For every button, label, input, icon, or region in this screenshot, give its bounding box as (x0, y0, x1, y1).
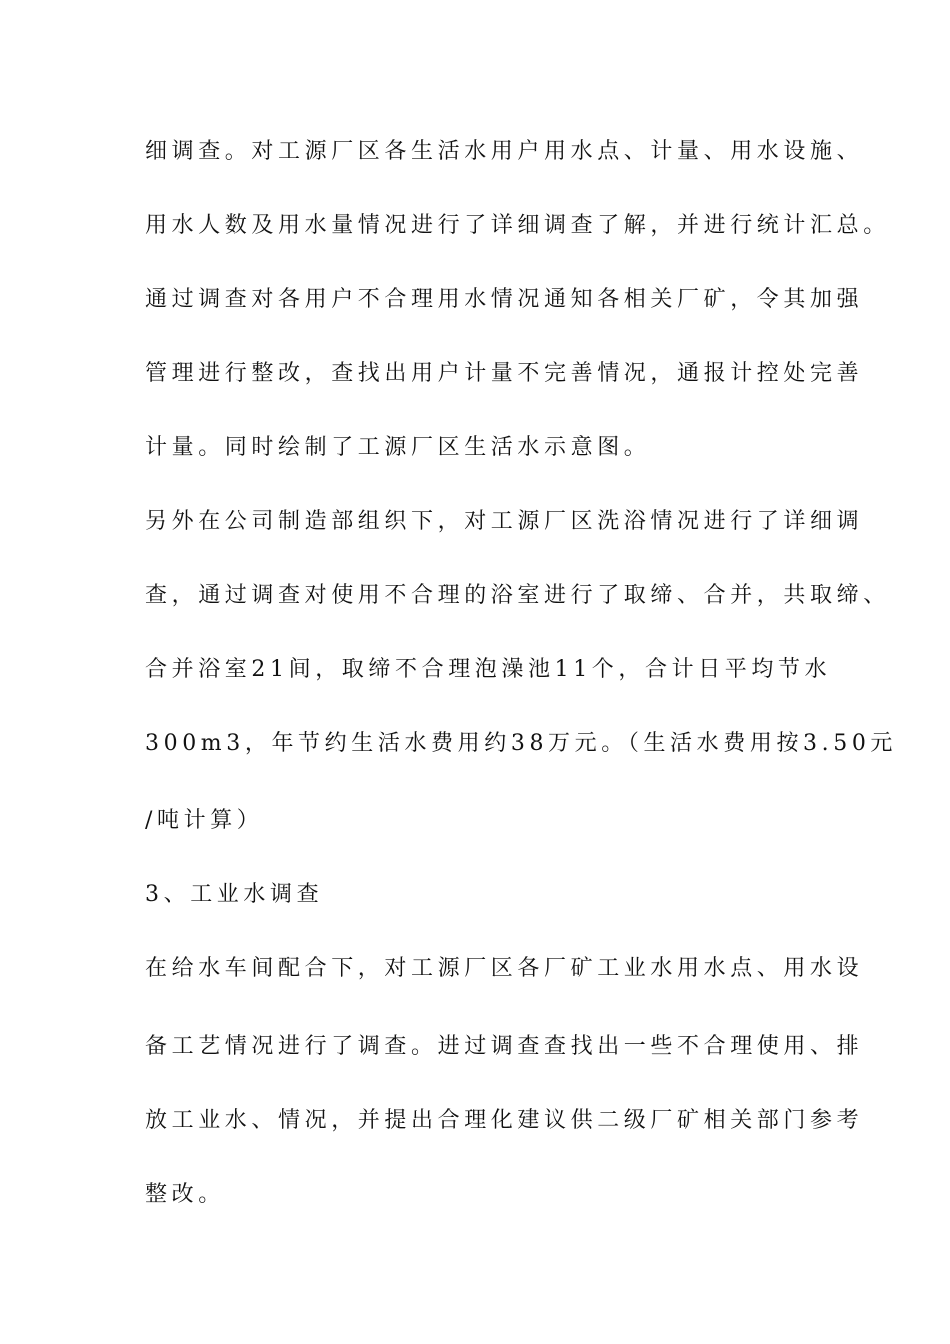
text-line: 计量。同时绘制了工源厂区生活水示意图。 (145, 435, 651, 460)
text-line: 300m3，年节约生活水费用约38万元。（生活水费用按3.50元 (145, 731, 898, 756)
text-line: 细调查。对工源厂区各生活水用户用水点、计量、用水设施、 (145, 139, 864, 164)
text-line: 另外在公司制造部组织下，对工源厂区洗浴情况进行了详细调 (145, 509, 864, 534)
text-line: /吨计算） (145, 808, 264, 833)
text-line: 查，通过调查对使用不合理的浴室进行了取缔、合并，共取缔、 (145, 583, 890, 608)
text-line: 通过调查对各用户不合理用水情况通知各相关厂矿，令其加强 (145, 287, 864, 312)
text-line: 备工艺情况进行了调查。进过调查查找出一些不合理使用、排 (145, 1034, 864, 1059)
section-heading: 3、工业水调查 (145, 882, 324, 907)
text-line: 管理进行整改，查找出用户计量不完善情况，通报计控处完善 (145, 361, 864, 386)
text-line: 在给水车间配合下，对工源厂区各厂矿工业水用水点、用水设 (145, 956, 864, 981)
text-line: 放工业水、情况，并提出合理化建议供二级厂矿相关部门参考 (145, 1108, 864, 1133)
text-line: 合并浴室21间，取缔不合理泡澡池11个，合计日平均节水 (145, 657, 832, 682)
text-line: 整改。 (145, 1182, 225, 1207)
text-line: 用水人数及用水量情况进行了详细调查了解，并进行统计汇总。 (145, 213, 890, 238)
